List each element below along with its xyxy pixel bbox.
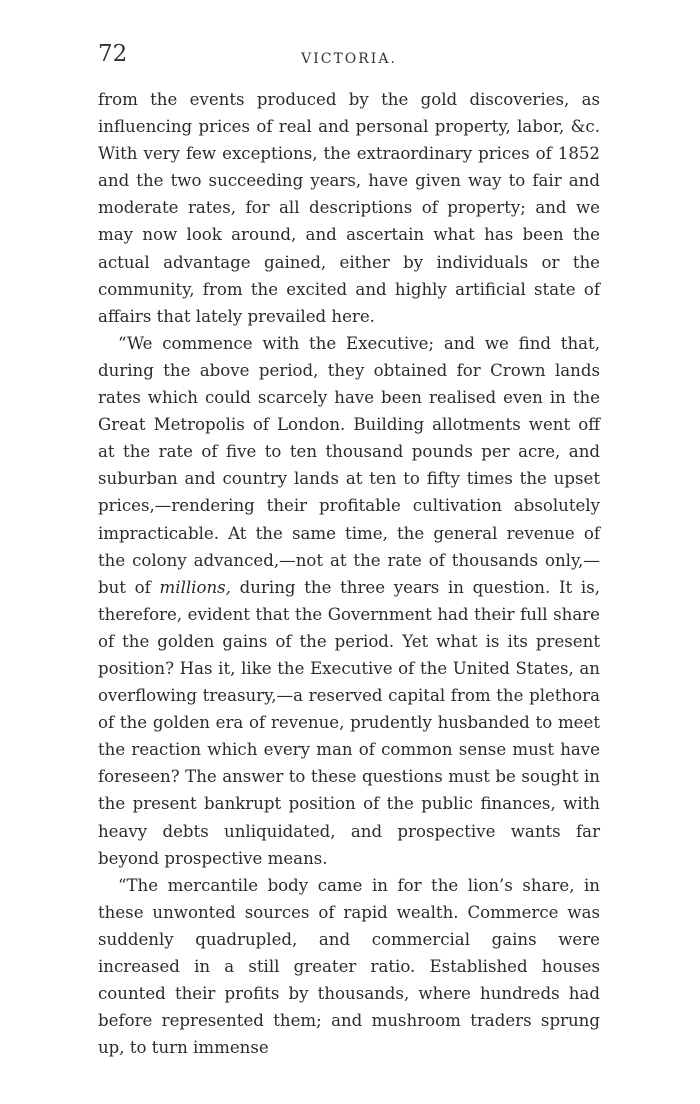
paragraph-1: from the events produced by the gold discoveries, as influencing prices of real and personal property, labor, &c. With very few exceptions, the extraordinary prices of 1852 and the two succeeding years, have given way to fair and moderate rates, for all descriptions of property; and we may now look around, and ascertain what has been the actual advantage gained, either by individuals or the community, from the excited and highly artificial state of affairs that lately prevailed here. — [98, 90, 600, 326]
paragraph-3: “The mercantile body came in for the lion’s share, in these unwonted sources of rapid wealth. Commerce was suddenly quadrupled, and commercial gains were increased in a still greater ratio. Established houses counted their profits by thousands, where hundreds had before represented them; and mushroom traders sprung up, to turn immense — [98, 875, 600, 1058]
emphasis-millions: millions, — [159, 577, 231, 597]
page-number: 72 — [98, 41, 128, 67]
paragraph-2-part-1: “We commence with the Executive; and we find that, during the above period, they obtained for Crown lands rates which could scarcely have been realised even in the Great Metropolis of London. Building allotments went off at the rate of five to ten thousand pounds per acre, and suburban and country lands at ten to fifty times the upset prices,—rendering their profitable cultivation absolutely impracticable. At the same time, the general revenue of the colony advanced,—not at the rate of thousands only,—but of — [98, 333, 600, 597]
body-text — [98, 86, 600, 1061]
paragraph-2 — [98, 330, 600, 872]
running-head: VICTORIA. — [301, 51, 397, 67]
page-header — [98, 40, 600, 74]
paragraph-2-part-2: during the three years in question. It is, therefore, evident that the Government had their full share of the golden gains of the period. Yet what is its present position? Has it, like the Executive of the United States, an overflowing treasury,—a reserved capital from the plethora of the golden era of revenue, prudently husbanded to meet the reaction which every man of common sense must have foreseen? The answer to these questions must be sought in the present bankrupt position of the public finances, with heavy debts unliquidated, and prospective wants far beyond prospective means. — [98, 577, 600, 868]
